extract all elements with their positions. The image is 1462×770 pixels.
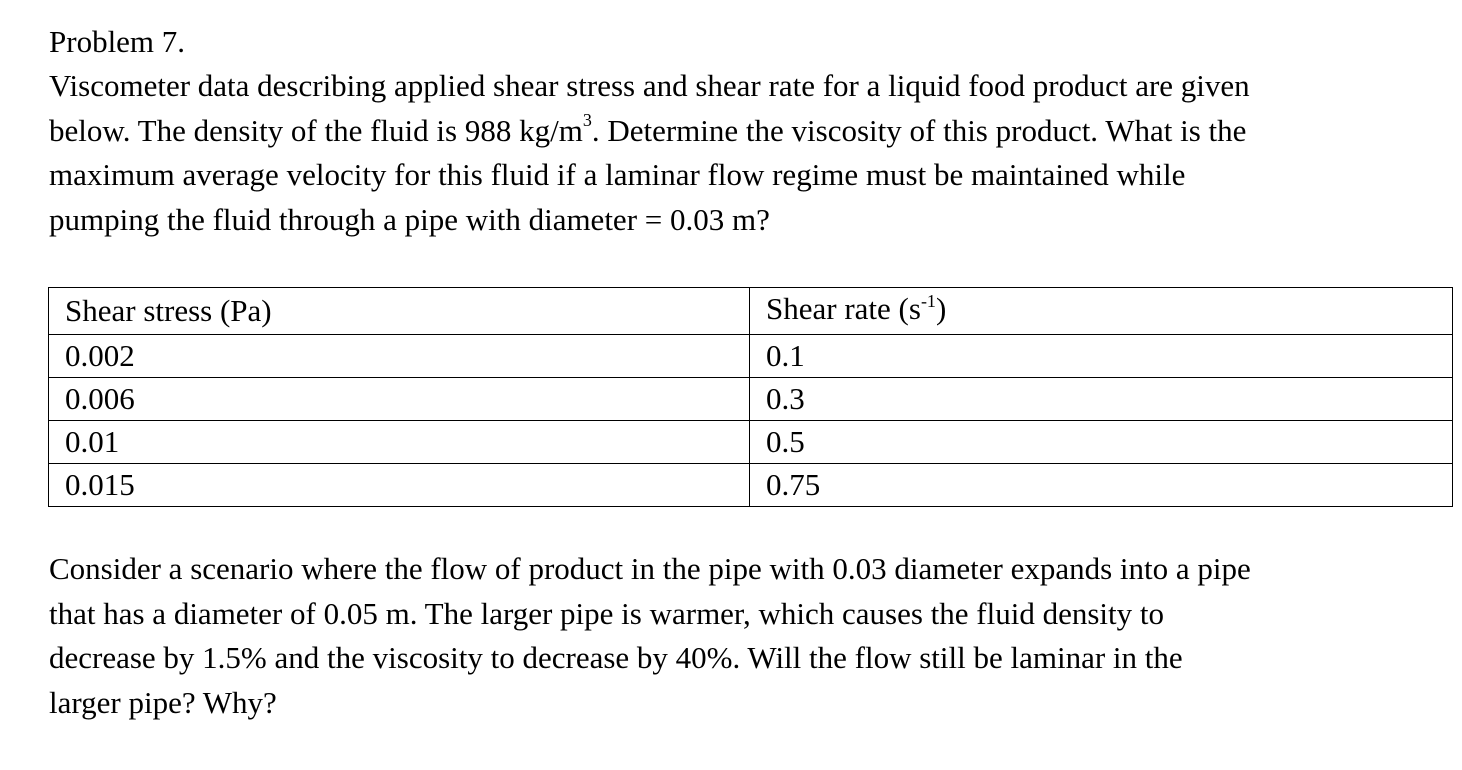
shear-stress-cell: 0.015 xyxy=(49,464,750,507)
table-header-row xyxy=(49,288,1453,335)
viscometer-data-table xyxy=(48,287,1453,507)
statement-line-4: pumping the fluid through a pipe with diameter = 0.03 m? xyxy=(49,201,770,237)
problem-statement xyxy=(49,64,1449,242)
shear-rate-cell: 0.1 xyxy=(750,335,1453,378)
table-row xyxy=(49,378,1453,421)
scenario-statement xyxy=(49,547,1449,725)
shear-rate-cell: 0.75 xyxy=(750,464,1453,507)
header-shear-stress: Shear stress (Pa) xyxy=(49,288,750,335)
inverse-second-exponent: -1 xyxy=(920,291,936,311)
shear-stress-cell: 0.01 xyxy=(49,421,750,464)
table-row xyxy=(49,464,1453,507)
shear-rate-cell: 0.5 xyxy=(750,421,1453,464)
cubed-superscript: 3 xyxy=(582,110,592,131)
density-text: below. The density of the fluid is 988 kg/m xyxy=(49,112,583,148)
scenario-line-1: Consider a scenario where the flow of product in the pipe with 0.03 diameter expands into a pipe xyxy=(49,551,1251,586)
shear-rate-cell: 0.3 xyxy=(750,378,1453,421)
shear-rate-label: Shear rate (s xyxy=(766,291,921,326)
shear-stress-cell: 0.002 xyxy=(49,335,750,378)
scenario-line-2: that has a diameter of 0.05 m. The larger pipe is warmer, which causes the fluid density to xyxy=(49,595,1165,631)
shear-stress-cell: 0.006 xyxy=(49,378,750,421)
statement-line-3: maximum average velocity for this fluid if a laminar flow regime must be maintained while xyxy=(49,157,1186,192)
statement-line-2-rest: . Determine the viscosity of this product. What is the xyxy=(591,112,1247,148)
scenario-line-4: larger pipe? Why? xyxy=(49,684,277,720)
shear-rate-close-paren: ) xyxy=(935,291,947,326)
scenario-line-3: decrease by 1.5% and the viscosity to decrease by 40%. Will the flow still be laminar in the xyxy=(49,640,1183,675)
table-row xyxy=(49,421,1453,464)
problem-title: Problem 7. xyxy=(49,24,186,59)
statement-line-2 xyxy=(49,109,1449,154)
header-shear-rate xyxy=(750,288,1453,335)
statement-line-1: Viscometer data describing applied shear stress and shear rate for a liquid food product are given xyxy=(49,68,1250,103)
table-row xyxy=(49,335,1453,378)
